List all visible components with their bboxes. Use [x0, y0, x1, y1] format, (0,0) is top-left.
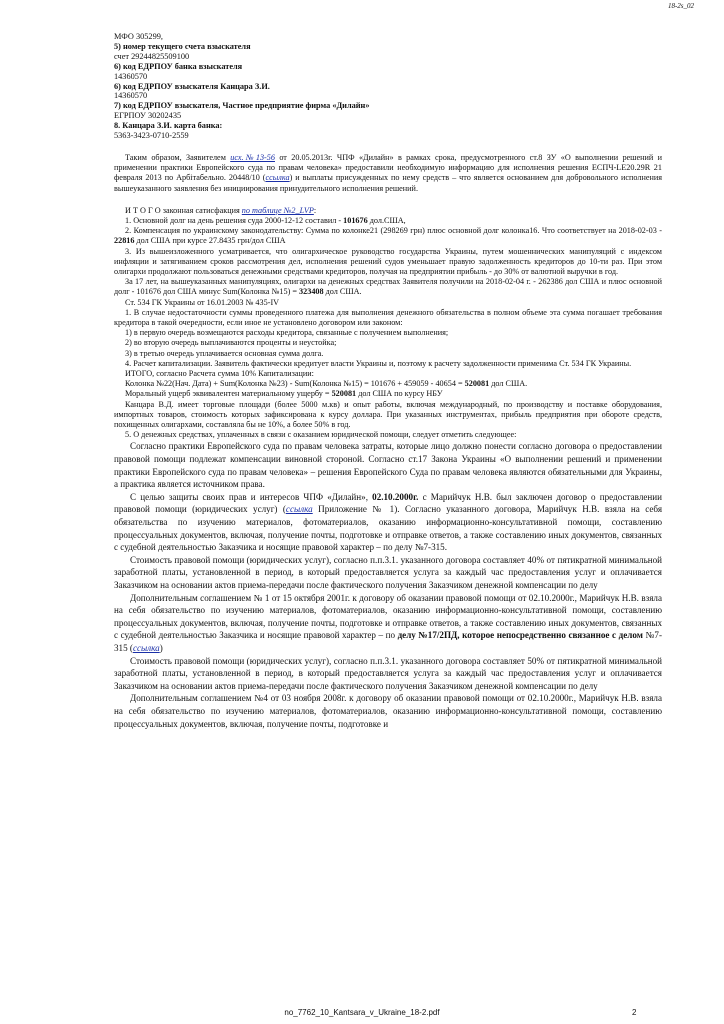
- amount-value: 520081: [464, 379, 490, 389]
- settlement-item: 2. Компенсация по украинскому законодательству: Сумма по колонке21 (298269 грн) плюс основной долг колонка16. Что соответствует на 2018-02-03 - 22816 дол США при курсе 27.8435 грн/дол США: [114, 226, 662, 246]
- settlement-item: Ст. 534 ГК Украины от 16.01.2003 № 435-IV: [125, 297, 280, 307]
- reference-link[interactable]: ссылка: [285, 504, 313, 515]
- settlement-item: ИТОГО, согласно Расчета сумма 10% Капитализации:: [125, 369, 314, 379]
- bank-detail-line: 8. Канцара З.И. карта банка:: [114, 121, 223, 131]
- page-footer: [0, 1008, 724, 1020]
- settlement-items: [114, 216, 662, 440]
- settlement-item: Канцара В.Д. имеет торговые площади (более 5000 м.кв) и опыт работы, включая международный, по производству и поставке оборудования, импортных товаров, стоимость которых зафиксирована к курсу доллара. При указанных инструментах, прибыль предприятия при обороте средств, похищенных олигархами, составляла бы не 10%, а более 50% в год.: [114, 399, 662, 430]
- legal-aid-paragraph: С целью защиты своих прав и интересов ЧПФ «Дилайн», 02.10.2000г. с Марийчук Н.В. был заключен договор о предоставлении правовой помощи (юридических услуг) (ссылка Приложение № 1). Согласно указанного договора, Марийчук Н.В. взяла на себя обязательства по изучению материалов, фотоматериалов, оказанию информационно-консультативной помощи, составлению процессуальных документов, включая, получение почты, подготовке и отправке ответов, а также составлению иных документов, связанных с судебной деятельностью Заказчика и носящие правовой характер – по делу №7-315.: [114, 491, 663, 553]
- footer-filename: no_7762_10_Kantsara_v_Ukraine_18-2.pdf: [284, 1008, 440, 1017]
- emphasis-text: делу №17/2ПД, которое непосредственно связанное с делом: [397, 630, 643, 641]
- bank-detail-line: 5363-3423-0710-2559: [114, 131, 189, 141]
- bank-detail-line: 14360570: [114, 71, 148, 81]
- settlement-item: 2) во вторую очередь выплачиваются проценты и неустойка;: [125, 338, 337, 348]
- settlement-item: За 17 лет, на вышеуказанных манипуляциях, олигархи на денежных средствах Заявителя получили на 2018-02-04 г. - 262386 дол США и плюс основной долг - 101676 дол США минус Sum(Колонка №15) = 323408 дол США.: [114, 277, 662, 297]
- settlement-item: Моральный ущерб эквивалентен материальному ущербу = 520081 дол США по курсу НБУ: [125, 389, 443, 399]
- amount-value: 520081: [331, 389, 357, 399]
- settlement-item: 3. Из вышеизложенного усматривается, что олигархическое руководство государства Украины, путем мошеннических манипуляций с индексом инфляции и затягиванием сроков рассмотрения дел, исполнения решений судов уменьшает правую задолженность кредиторов до 10-ти раз. При этом олигархи продолжают пользоваться денежными средствами кредиторов, получая на предприятии прибыль - до 30% от валютной выручки в год.: [114, 246, 662, 276]
- document-body: [114, 32, 662, 730]
- legal-aid-paragraph: Стоимость правовой помощи (юридических услуг), согласно п.п.3.1. указанного договора составляет 40% от пятикратной минимальной заработной платы, установленной в период, в который предоставляется услуга за каждый час предоставления услуг и оплачивается Заказчиком на основании актов приема-передачи после фактического получения Заказчиком денежной компенсации по делу: [114, 554, 662, 590]
- settlement-item: 5. О денежных средствах, уплаченных в связи с оказанием юридической помощи, следует отметить следующее:: [125, 430, 517, 440]
- settlement-item: 1. Основной долг на день решения суда 2000-12-12 составил - 101676 дол.США,: [125, 215, 406, 225]
- reference-link[interactable]: ссылка: [265, 173, 290, 183]
- settlement-item: Колонка №22(Нач. Дата) + Sum(Колонка №23) - Sum(Колонка №15) = 101676 + 459059 - 40654 = 520081 дол США.: [125, 379, 528, 389]
- bank-details-block: [114, 32, 662, 141]
- legal-aid-paragraph: Согласно практики Европейского суда по правам человека затраты, которые лицо должно понести согласно договора о предоставлении правовой помощи подлежат компенсации виновной стороной. Согласно ст.17 Закона Украины «О выполнении решений и применении практики Европейского суда по правам человека» – решения Европейского Суда по правам человека являются обязательными для Украины, а практика является источником права.: [114, 441, 662, 490]
- emphasis-text: 02.10.2000г.: [372, 491, 419, 502]
- table-link[interactable]: по таблице №2_LVP: [241, 205, 314, 215]
- bank-detail-line: ЕГРПОУ 30202435: [114, 111, 182, 121]
- itogo-heading: И Т О Г О законная сатисфакция по таблице №2_LVP:: [125, 205, 317, 215]
- settlement-item: 1. В случае недостаточности суммы проведенного платежа для выполнения денежного обязательства в полном объеме эта сумма погашает требования кредитора в такой очередности, если иное не установлено договором или законом:: [114, 307, 662, 328]
- bank-detail-line: 7) код ЕДРПОУ взыскателя, Частное предприятие фирма «Дилайн»: [114, 101, 370, 111]
- settlement-item: 3) в третью очередь уплачивается основная сумма долга.: [125, 348, 324, 358]
- bank-detail-line: МФО 305299,: [114, 32, 163, 41]
- bank-detail-line: 14360570: [114, 91, 148, 101]
- page-number: 2: [632, 1008, 637, 1017]
- reference-link[interactable]: исх.№13-56: [230, 152, 275, 162]
- bank-detail-line: 5) номер текущего счета взыскателя: [114, 41, 251, 51]
- bank-detail-line: 6) код ЕДРПОУ взыскателя Канцара З.И.: [114, 81, 270, 91]
- legal-aid-paragraph: Дополнительным соглашением № 1 от 15 октября 2001г. к договору об оказании правовой помощи от 02.10.2000г., Марийчук Н.В. взяла на себя обязательство по изучению материалов, фотоматериалов, оказанию информационно-консультативной помощи, составлению процессуальных документов, включая, получение почты, подготовке и отправке ответов, а также составлению иных документов, связанных с судебной деятельностью Заказчика и носящие правовой характер – по делу №17/2ПД, которое непосредственно связанное с делом №7-315 (ссылка): [114, 592, 662, 653]
- legal-aid-paragraph: Дополнительным соглашением №4 от 03 ноября 2008г. к договору об оказании правовой помощи от 02.10.2000г., Марийчук Н.В. взяла на себя обязательство по изучению материалов, фотоматериалов, оказанию информационно-консультативной помощи, составлению процессуальных документов, включая, получение почты, подготовке и: [114, 693, 662, 729]
- settlement-item: 1) в первую очередь возмещаются расходы кредитора, связанные с получением выполнения;: [125, 328, 449, 338]
- amount-value: 323408: [299, 287, 324, 297]
- reference-link[interactable]: ссылка: [132, 642, 160, 653]
- paragraph-thus: Таким образом, Заявителем исх.№13-56 от 20.05.2013г. ЧПФ «Дилайн» в рамках срока, предусмотренного ст.8 ЗУ «О выполнении решений и применении практики Европейского суда по правам человека» предоставили необходимую информацию для исполнения решения ЕСПЧ-LE20.29R 21 февраля 2013 по Арбітабельно. 20448/10 (ссылка) и выплаты присужденных по нему средств – что является основанием для добровольного исполнения вышеуказанного заявления без инициирования принудительного исполнения решений.: [114, 152, 662, 193]
- bank-detail-line: счет 29244825509100: [114, 51, 190, 61]
- amount-value: 101676: [343, 215, 368, 225]
- corner-reference: 18-2s_02: [667, 2, 694, 10]
- legal-aid-paragraph: Стоимость правовой помощи (юридических услуг), согласно п.п.3.1. указанного договора составляет 50% от пятикратной минимальной заработной платы, установленной в период, в который предоставляется услуга за каждый час предоставления услуг и оплачивается Заказчиком на основании актов приема-передачи после фактического получения Заказчиком денежной компенсации по делу: [114, 655, 662, 691]
- settlement-item: 4. Расчет капитализации. Заявитель фактически кредитует власти Украины и, поэтому к расчету задолженности применима Ст. 534 ГК Украины.: [125, 358, 632, 368]
- amount-value: 22816: [114, 236, 135, 246]
- legal-aid-section: [114, 440, 662, 730]
- bank-detail-line: 6) код ЕДРПОУ банка взыскателя: [114, 61, 243, 71]
